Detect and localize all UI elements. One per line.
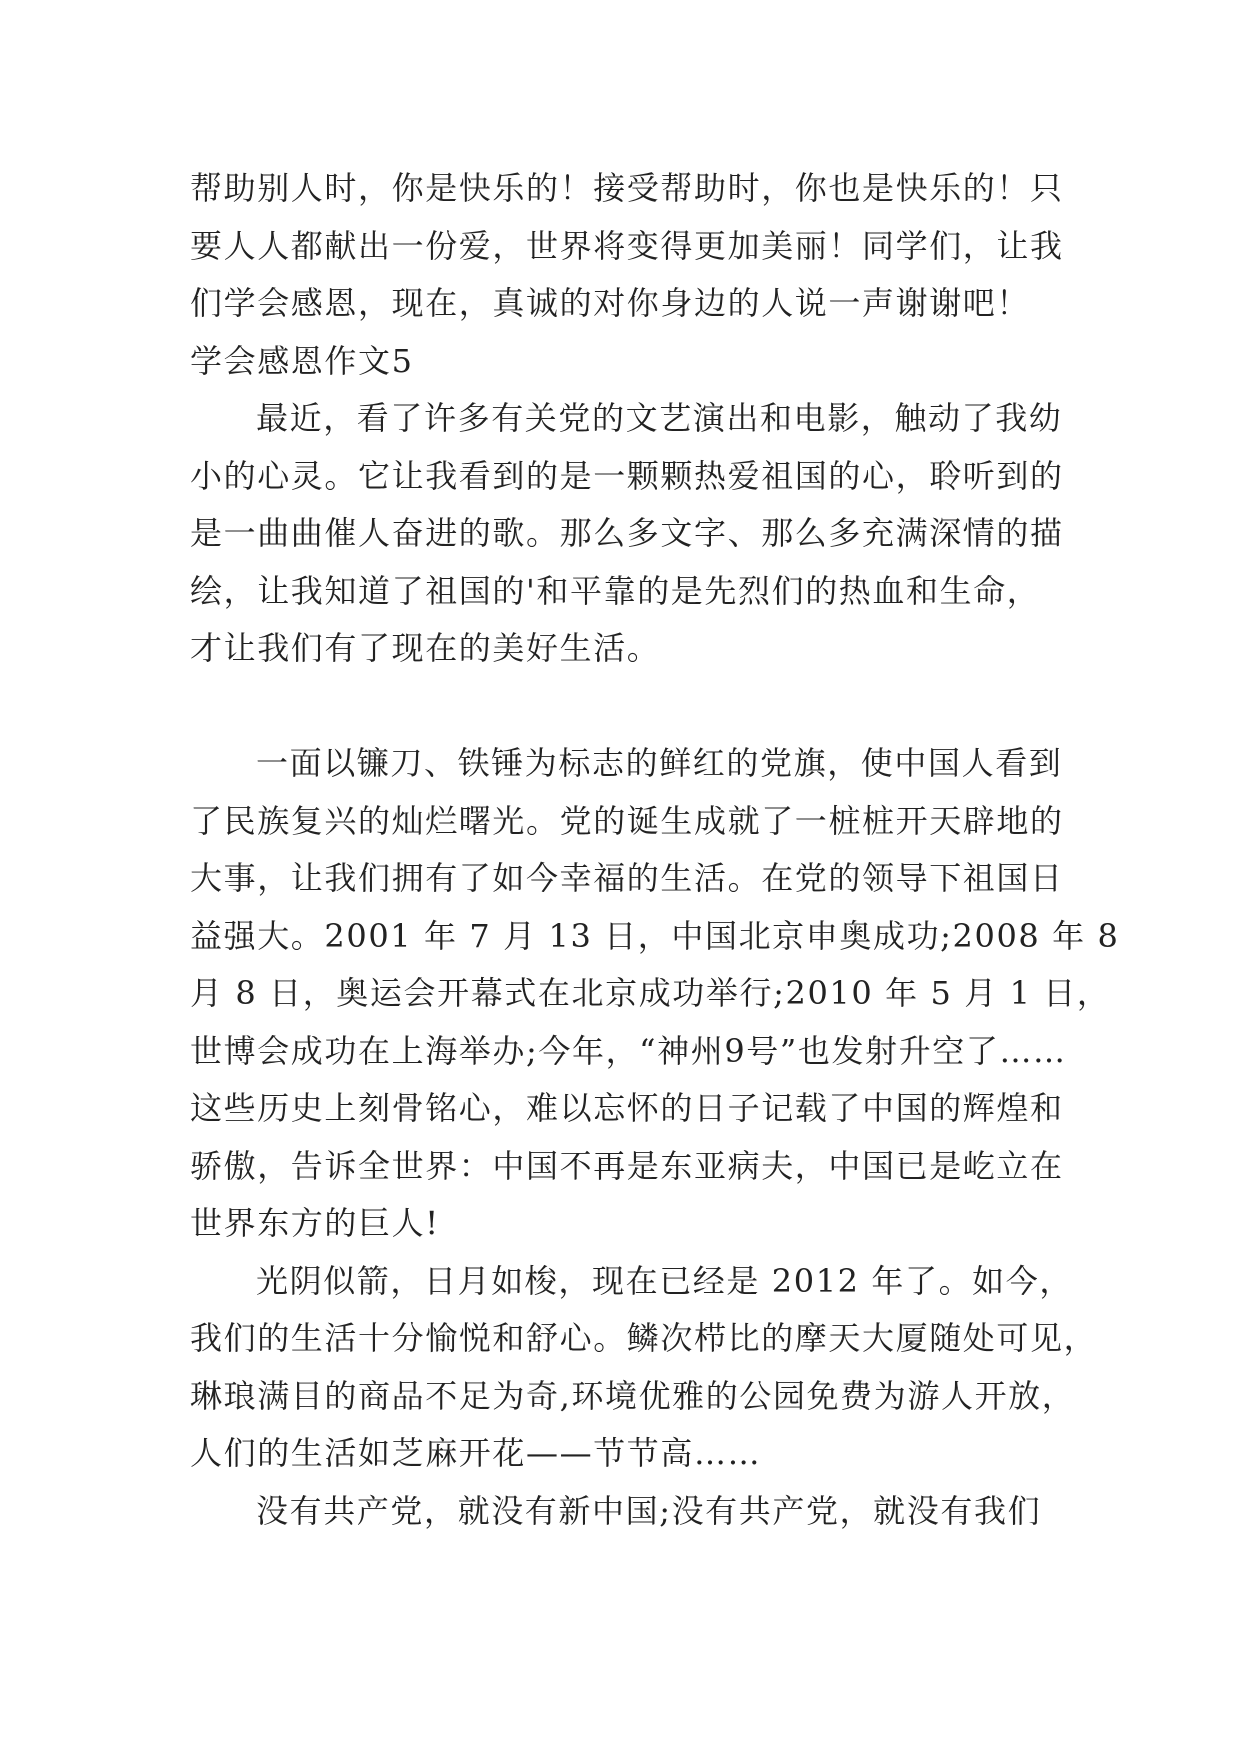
paragraph-4-line: 没有共产党，就没有新中国;没有共产党，就没有我们 <box>256 1491 1042 1530</box>
text-line: 要人人都献出一份爱，世界将变得更加美丽！同学们，让我 <box>190 226 1064 265</box>
paragraph-3-line: 人们的生活如芝麻开花——节节高…… <box>190 1434 762 1472</box>
paragraph-1-line: 才让我们有了现在的美好生活。 <box>190 629 661 667</box>
document-body <box>190 160 1120 1540</box>
text-line: 帮助别人时，你是快乐的！接受帮助时，你也是快乐的！只 <box>190 169 1064 207</box>
paragraph-2-line: 一面以镰刀、铁锤为标志的鲜红的党旗，使中国人看到 <box>256 744 1063 782</box>
paragraph-3-line: 琳琅满目的商品不足为奇,环境优雅的公园免费为游人开放， <box>190 1376 1076 1415</box>
paragraph-3-line: 我们的生活十分愉悦和舒心。鳞次栉比的摩天大厦随处可见， <box>190 1319 1098 1357</box>
paragraph-2-line: 世博会成功在上海举办;今年，“神州9号”也发射升空了…… <box>190 1031 1067 1070</box>
paragraph-2-line: 这些历史上刻骨铭心，难以忘怀的日子记载了中国的辉煌和 <box>190 1089 1064 1127</box>
paragraph-2-line: 世界东方的巨人! <box>190 1204 440 1242</box>
paragraph-1-line: 绘，让我知道了祖国的'和平靠的是先烈们的热血和生命， <box>190 571 1041 610</box>
paragraph-2-line: 了民族复兴的灿烂曙光。党的诞生成就了一桩桩开天辟地的 <box>190 801 1064 840</box>
paragraph-1-line: 是一曲曲催人奋进的歌。那么多文字、那么多充满深情的描 <box>190 514 1064 552</box>
paragraph-2-line: 大事，让我们拥有了如今幸福的生活。在党的领导下祖国日 <box>190 859 1064 897</box>
section-heading: 学会感恩作文5 <box>190 341 414 380</box>
paragraph-3-line: 光阴似箭，日月如梭，现在已经是 2012 年了。如今， <box>256 1261 1073 1300</box>
paragraph-2-line: 益强大。2001 年 7 月 13 日，中国北京申奥成功;2008 年 8 <box>190 916 1120 955</box>
paragraph-2-line: 骄傲，告诉全世界：中国不再是东亚病夫，中国已是屹立在 <box>190 1146 1064 1185</box>
paragraph-2-line: 月 8 日，奥运会开幕式在北京成功举行;2010 年 5 月 1 日， <box>190 974 1111 1012</box>
paragraph-gap <box>190 678 1060 736</box>
paragraph-1-line: 最近，看了许多有关党的文艺演出和电影，触动了我幼 <box>256 399 1063 437</box>
text-line: 们学会感恩，现在，真诚的对你身边的人说一声谢谢吧！ <box>190 284 1031 322</box>
paragraph-1-line: 小的心灵。它让我看到的是一颗颗热爱祖国的心，聆听到的 <box>190 456 1064 495</box>
